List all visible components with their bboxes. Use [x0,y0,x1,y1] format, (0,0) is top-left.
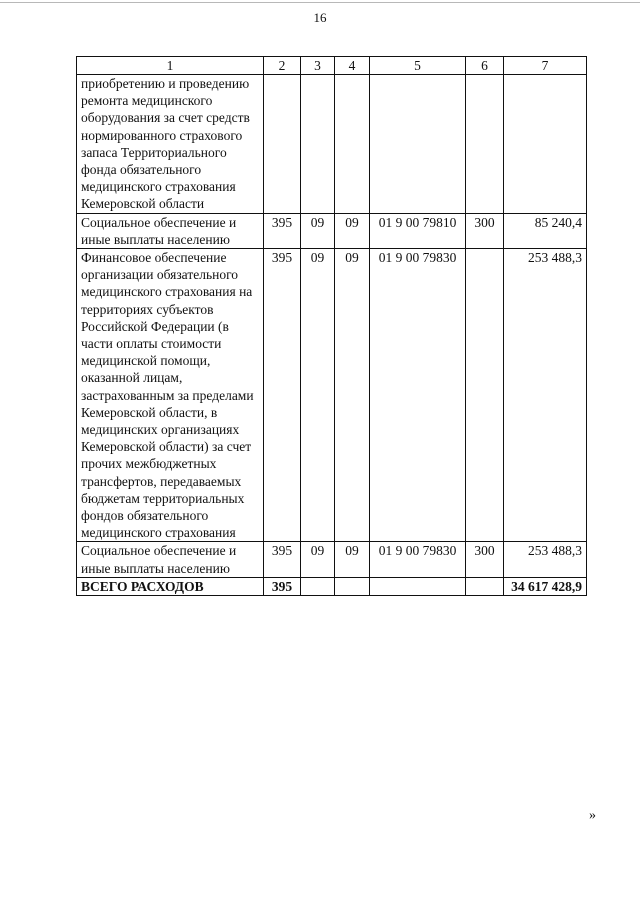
header-col-4: 4 [335,57,370,75]
header-col-7: 7 [504,57,587,75]
row-cell-col7: 253 488,3 [504,542,587,577]
total-cell-col6 [466,577,504,595]
budget-table [76,56,587,596]
table-row [77,75,587,214]
header-col-3: 3 [301,57,335,75]
total-cell-col2: 395 [264,577,301,595]
table-row [77,542,587,577]
row-cell-col3: 09 [301,213,335,248]
row-cell-col4: 09 [335,542,370,577]
row-cell-col3 [301,75,335,214]
top-scan-rule [0,2,640,3]
row-cell-col2 [264,75,301,214]
row-cell-col5: 01 9 00 79830 [370,542,466,577]
row-name-cell: приобретению и проведению ремонта медицинского оборудования за счет средств нормированного страхового запаса Территориального фонда обязательного медицинского страхования Кемеровской области [77,75,264,214]
row-cell-col6 [466,75,504,214]
header-col-2: 2 [264,57,301,75]
row-cell-col6: 300 [466,213,504,248]
row-cell-col3: 09 [301,249,335,542]
row-cell-col6: 300 [466,542,504,577]
total-row [77,577,587,595]
row-cell-col7: 85 240,4 [504,213,587,248]
row-cell-col7: 253 488,3 [504,249,587,542]
row-cell-col7 [504,75,587,214]
closing-quote-mark: » [589,808,596,823]
row-name-cell: Социальное обеспечение и иные выплаты населению [77,542,264,577]
table-row [77,213,587,248]
row-cell-col5: 01 9 00 79830 [370,249,466,542]
row-cell-col4: 09 [335,213,370,248]
table-row [77,249,587,542]
total-cell-col5 [370,577,466,595]
row-cell-col5: 01 9 00 79810 [370,213,466,248]
total-label: ВСЕГО РАСХОДОВ [77,577,264,595]
header-col-1: 1 [77,57,264,75]
page-number: 16 [313,10,327,25]
header-col-6: 6 [466,57,504,75]
row-cell-col4: 09 [335,249,370,542]
row-cell-col2: 395 [264,213,301,248]
total-cell-col3 [301,577,335,595]
table-header-row [77,57,587,75]
row-cell-col2: 395 [264,542,301,577]
row-name-cell: Финансовое обеспечение организации обязательного медицинского страхования на территориях субъектов Российской Федерации (в части оплаты стоимости медицинской помощи, оказанной лицам, застрахованным за пределами Кемеровской области, в медицинских организациях Кемеровской области) за счет прочих межбюджетных трансфертов, передаваемых бюджетам территориальных фондов обязательного медицинского страхования [77,249,264,542]
total-cell-col4 [335,577,370,595]
row-cell-col2: 395 [264,249,301,542]
row-name-cell: Социальное обеспечение и иные выплаты населению [77,213,264,248]
row-cell-col4 [335,75,370,214]
header-col-5: 5 [370,57,466,75]
row-cell-col6 [466,249,504,542]
row-cell-col3: 09 [301,542,335,577]
total-amount: 34 617 428,9 [504,577,587,595]
row-cell-col5 [370,75,466,214]
